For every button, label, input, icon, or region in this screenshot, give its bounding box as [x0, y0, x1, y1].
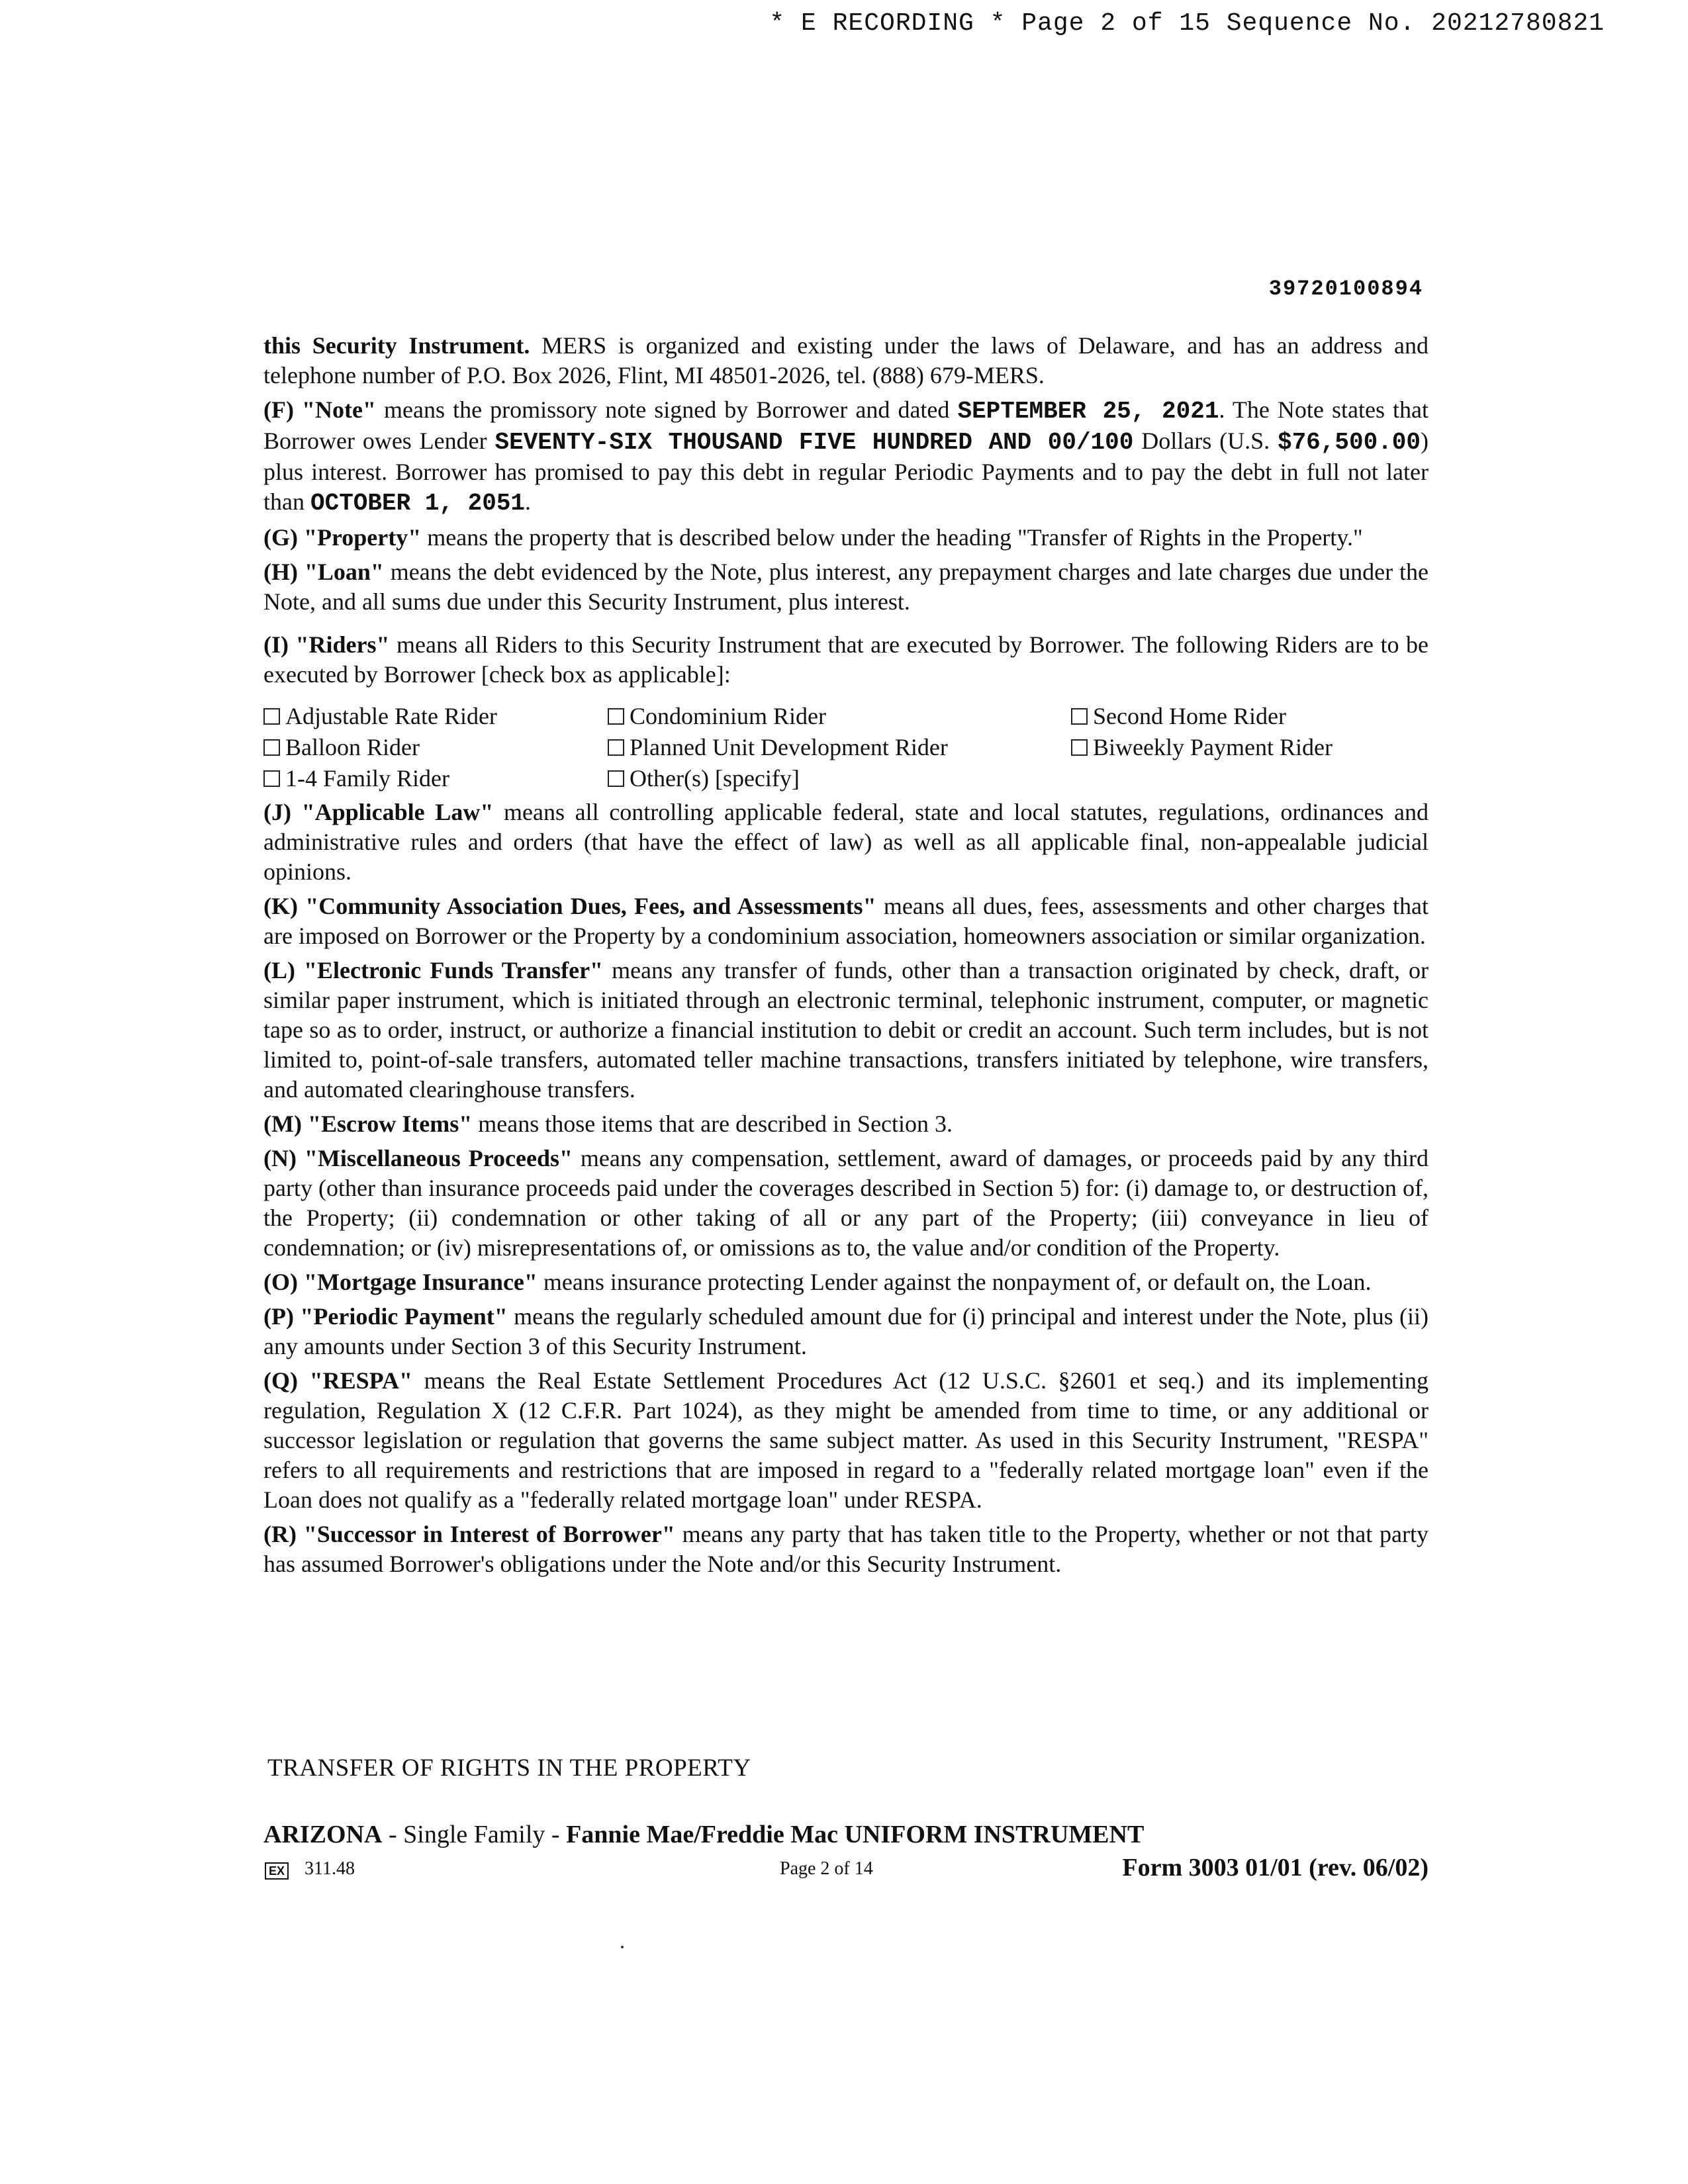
document-body: [263, 331, 1429, 1584]
definition-label: (Q) "RESPA": [263, 1367, 412, 1394]
form-number: Form 3003 01/01 (rev. 06/02): [1122, 1854, 1429, 1882]
rider-label: Biweekly Payment Rider: [1093, 734, 1333, 760]
checkbox-icon[interactable]: [263, 770, 280, 787]
definition-note: [263, 395, 1429, 518]
definition-text: means any compensation, settlement, award of damages, or proceeds paid by any third party (other than insurance proceeds paid under the coverages described in Section 5) for: (i) damage to, or destruction of, the Property; (ii) condemnation or other taking of all or any part of the Property; (iii) conveyance in lieu of condemnation; or (iv) misrepresentations of, or omissions as to, the value and/or condition of the Property.: [263, 1145, 1429, 1261]
definition-label: (K) "Community Association Dues, Fees, and Assessments": [263, 893, 876, 919]
definition-escrow-items: [263, 1109, 1429, 1139]
definition-label: (I) "Riders": [263, 631, 390, 658]
definition-label: (F) "Note": [263, 396, 376, 423]
definition-applicable-law: [263, 797, 1429, 887]
checkbox-icon[interactable]: [608, 770, 624, 787]
definition-text: means all Riders to this Security Instrument that are executed by Borrower. The following Riders are to be executed by Borrower [check box as applicable]:: [263, 631, 1429, 688]
rider-planned-unit-development[interactable]: [608, 733, 1071, 762]
definition-successor-in-interest: [263, 1520, 1429, 1579]
definition-property: [263, 523, 1429, 553]
intro-paragraph: [263, 331, 1429, 390]
rider-biweekly-payment[interactable]: [1071, 733, 1429, 762]
definition-miscellaneous-proceeds: [263, 1144, 1429, 1263]
rider-adjustable-rate[interactable]: [263, 702, 608, 731]
footer-separator: - Single Family -: [382, 1821, 567, 1848]
definition-text: means the promissory note signed by Borrower and dated: [375, 396, 958, 423]
rider-label: Planned Unit Development Rider: [630, 734, 948, 760]
definition-periodic-payment: [263, 1302, 1429, 1361]
footer-title: [263, 1820, 1144, 1849]
definition-text: Dollars (U.S.: [1133, 428, 1278, 454]
checkbox-icon[interactable]: [263, 708, 280, 725]
definition-community-association: [263, 891, 1429, 951]
definition-label: (J) "Applicable Law": [263, 799, 494, 825]
scan-speck: [621, 1946, 624, 1948]
rider-condominium[interactable]: [608, 702, 1071, 731]
definition-label: (G) "Property": [263, 524, 422, 551]
riders-checklist: [263, 702, 1429, 794]
definition-label: (M) "Escrow Items": [263, 1111, 473, 1137]
rider-label: Second Home Rider: [1093, 703, 1286, 729]
rider-label: Condominium Rider: [630, 703, 826, 729]
form-code: 311.48: [305, 1858, 355, 1879]
definition-electronic-funds-transfer: [263, 956, 1429, 1105]
rider-label: Other(s) [specify]: [630, 765, 800, 792]
definition-respa: [263, 1366, 1429, 1515]
definition-label: (R) "Successor in Interest of Borrower": [263, 1521, 675, 1547]
rider-other[interactable]: [608, 764, 1071, 794]
recording-stamp: * E RECORDING * Page 2 of 15 Sequence No. 20212780821: [769, 9, 1605, 38]
definition-text: means any party that has taken title to the Property, whether or not that party has assumed Borrower's obligations under the Note and/or this Security Instrument.: [263, 1521, 1429, 1577]
intro-bold: this Security Instrument.: [263, 332, 530, 359]
definition-label: (P) "Periodic Payment": [263, 1303, 508, 1330]
definition-text: means all dues, fees, assessments and other charges that are imposed on Borrower or the Property by a condominium association, homeowners association or similar organization.: [263, 893, 1429, 949]
definition-text: means insurance protecting Lender against the nonpayment of, or default on, the Loan.: [537, 1269, 1372, 1295]
definition-mortgage-insurance: [263, 1267, 1429, 1297]
intro-text: MERS is organized and existing under the laws of Delaware, and has an address and telephone number of P.O. Box 2026, Flint, MI 48501-2026, tel. (888) 679-MERS.: [263, 332, 1429, 388]
definition-label: (L) "Electronic Funds Transfer": [263, 957, 604, 983]
definition-text: means the Real Estate Settlement Procedures Act (12 U.S.C. §2601 et seq.) and its implementing regulation, Regulation X (12 C.F.R. Part 1024), as they might be amended from time to time, or any additional or successor legislation or regulation that governs the same subject matter. As used in this Security Instrument, "RESPA" refers to all requirements and restrictions that are imposed in regard to a "federally related mortgage loan" even if the Loan does not qualify as a "federally related mortgage loan" under RESPA.: [263, 1367, 1429, 1513]
definition-text: means those items that are described in Section 3.: [472, 1111, 953, 1137]
rider-balloon[interactable]: [263, 733, 608, 762]
section-heading: TRANSFER OF RIGHTS IN THE PROPERTY: [267, 1754, 751, 1782]
note-amount-words: SEVENTY-SIX THOUSAND FIVE HUNDRED AND 00/100: [494, 429, 1134, 456]
checkbox-icon[interactable]: [1071, 739, 1088, 756]
loan-number: 39720100894: [1268, 277, 1423, 301]
page-number: Page 2 of 14: [780, 1858, 873, 1879]
rider-label: Adjustable Rate Rider: [285, 703, 497, 729]
rider-label: Balloon Rider: [285, 734, 420, 760]
definition-text: .: [525, 488, 532, 515]
rider-second-home[interactable]: [1071, 702, 1429, 731]
definition-text: . The Note states that Borrower owes Lender: [263, 396, 1429, 454]
note-maturity-date: OCTOBER 1, 2051: [310, 490, 526, 517]
rider-label: 1-4 Family Rider: [285, 765, 449, 792]
footer-agencies: Fannie Mae/Freddie Mac UNIFORM INSTRUMENT: [566, 1821, 1145, 1848]
definition-text: means any transfer of funds, other than a transaction originated by check, draft, or similar paper instrument, which is initiated through an electronic terminal, telephonic instrument, computer, or magnetic tape so as to order, instruct, or authorize a financial institution to debit or credit an account. Such term includes, but is not limited to, point-of-sale transfers, automated teller machine transactions, transfers initiated by telephone, wire transfers, and automated clearinghouse transfers.: [263, 957, 1429, 1103]
definition-text: means all controlling applicable federal, state and local statutes, regulations, ordinances and administrative rules and orders (that have the effect of law) as well as all applicable final, non-appealable judicial opinions.: [263, 799, 1429, 885]
definition-label: (H) "Loan": [263, 559, 384, 585]
definition-label: (O) "Mortgage Insurance": [263, 1269, 538, 1295]
footer-bar: [263, 1853, 1429, 1893]
ex-logo-icon: EX: [265, 1862, 289, 1880]
note-amount: $76,500.00: [1277, 429, 1421, 456]
definition-riders: [263, 630, 1429, 690]
definition-text: means the property that is described below under the heading "Transfer of Rights in the Property.": [421, 524, 1363, 551]
rider-1-4-family[interactable]: [263, 764, 608, 794]
note-date: SEPTEMBER 25, 2021: [957, 398, 1219, 425]
checkbox-icon[interactable]: [608, 739, 624, 756]
definition-loan: [263, 557, 1429, 617]
footer-state: ARIZONA: [263, 1821, 383, 1848]
definition-text: ) plus interest. Borrower has promised to pay this debt in regular Periodic Payments and to pay the debt in full not later than: [263, 428, 1429, 515]
definition-label: (N) "Miscellaneous Proceeds": [263, 1145, 573, 1171]
checkbox-icon[interactable]: [608, 708, 624, 725]
definition-text: means the regularly scheduled amount due for (i) principal and interest under the Note, plus (ii) any amounts under Section 3 of this Security Instrument.: [263, 1303, 1429, 1359]
definition-text: means the debt evidenced by the Note, plus interest, any prepayment charges and late charges due under the Note, and all sums due under this Security Instrument, plus interest.: [263, 559, 1429, 615]
checkbox-icon[interactable]: [1071, 708, 1088, 725]
checkbox-icon[interactable]: [263, 739, 280, 756]
